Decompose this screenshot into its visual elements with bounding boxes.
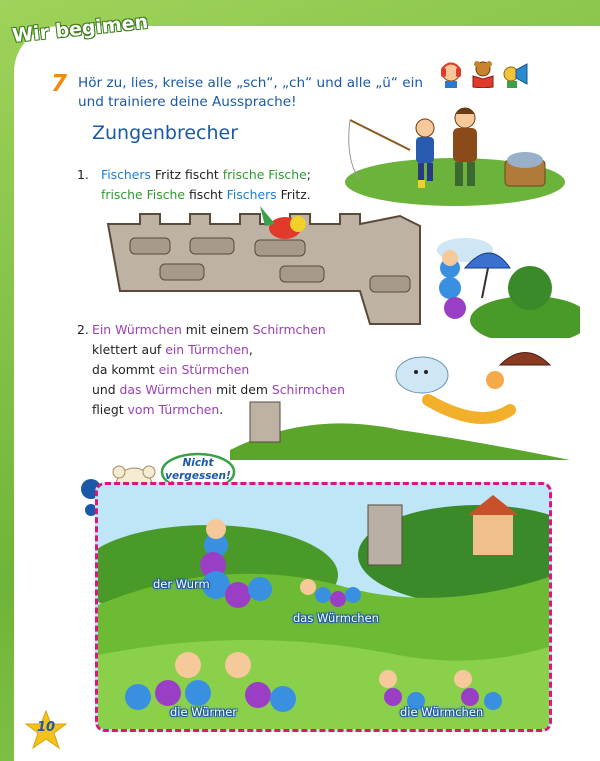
heading-zungenbrecher: Zungenbrecher [92,122,239,144]
word: Fritz. [276,187,311,202]
fishing-illustration [340,100,570,210]
word: ein Türmchen [165,342,249,357]
word: mit dem [212,382,272,397]
word: Ein Würmchen [92,322,182,337]
word: fliegt [92,402,128,417]
note-line-1: Nicht [182,457,214,469]
verse-1-line-1 [101,165,311,185]
word: vom Türmchen [127,402,220,417]
word: frische Fische [101,187,185,202]
task-number: 7 [51,71,68,97]
word: Fischers [101,167,151,182]
worm-umbrella-illustration [410,228,580,338]
storm-illustration [230,340,570,460]
instruction-line-1: Hör zu, lies, kreise alle „sch“, „ch“ und alle „ü“ ein [78,75,424,91]
word: Fischers [226,187,277,202]
word: fischt [185,187,227,202]
word: Schirmchen [271,382,345,397]
label-das-wuermchen: das Würmchen [293,611,379,625]
speak-megaphone-icon [502,60,528,88]
word: da kommt [92,362,159,377]
label-die-wuermchen: die Würmchen [400,705,484,719]
read-book-icon [470,60,496,88]
word: . [219,402,224,417]
word: frische Fische [222,167,307,182]
word: mit einem [181,322,253,337]
verse-1-number: 1. [77,167,89,182]
note-line-2: vergessen! [165,470,231,482]
word: ein Stürmchen [158,362,250,377]
task-icons [438,60,528,88]
listen-child-icon [438,60,464,88]
wall-illustration [100,196,430,326]
note-text [160,457,236,483]
instruction-line-2: und trainiere deine Aussprache! [78,94,297,110]
word: Fritz fischt [150,167,223,182]
verse-2-number: 2. [77,322,89,337]
worm-scene [98,485,552,732]
word: Schirmchen [252,322,326,337]
word: ; [306,167,311,182]
word: , [248,342,253,357]
label-die-wuermer: die Würmer [170,705,238,719]
word: das Würmchen [119,382,213,397]
label-der-wurm: der Wurm [153,577,210,591]
worm-scene-frame [95,482,552,732]
page-number: 10 [36,720,56,735]
word: und [92,382,120,397]
word: klettert auf [92,342,166,357]
section-title: Wir begimen [11,10,150,48]
